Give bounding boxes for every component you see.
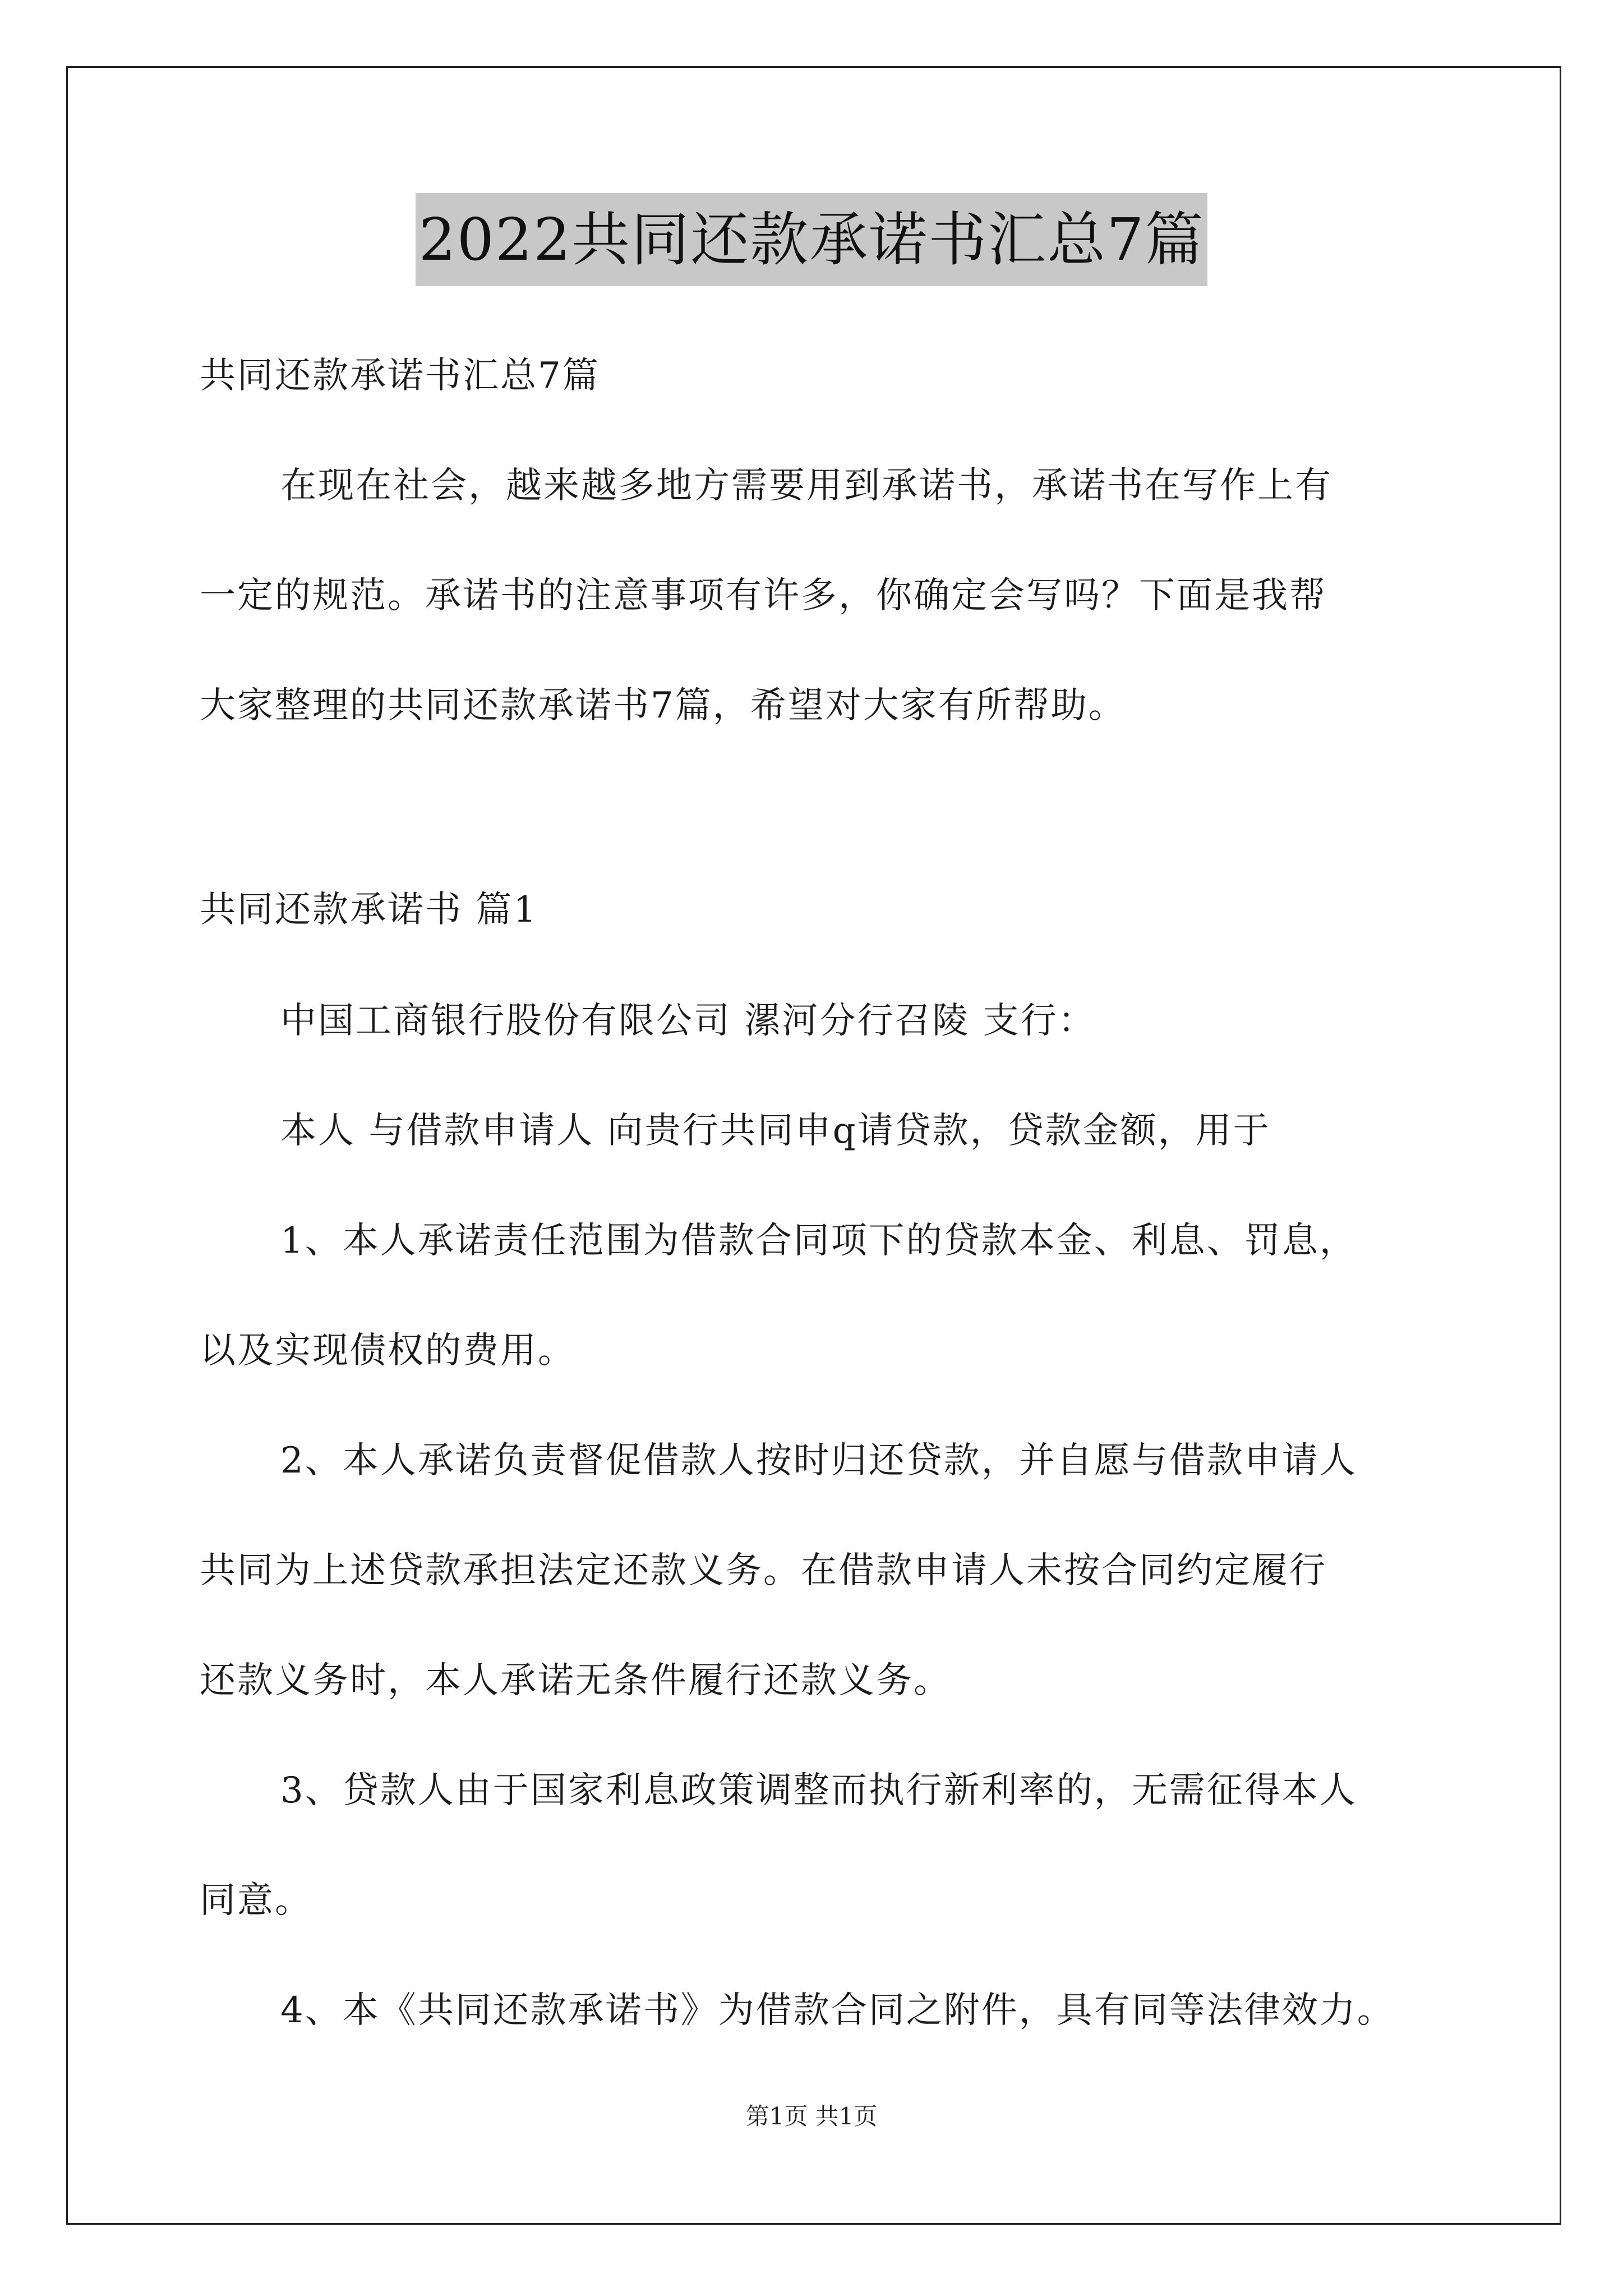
intro-line-1: 在现在社会，越来越多地方需要用到承诺书，承诺书在写作上有 — [280, 465, 1332, 507]
intro-line-2: 一定的规范。承诺书的注意事项有许多，你确定会写吗？下面是我帮 — [200, 575, 1327, 616]
clause-4-line-1: 4、本《共同还款承诺书》为借款合同之附件，具有同等法律效力。 — [280, 1990, 1395, 2031]
document-title: 2022共同还款承诺书汇总7篇 — [416, 193, 1208, 286]
title-container — [0, 193, 1623, 286]
clause-3-line-2: 同意。 — [200, 1880, 312, 1921]
addressee-line: 中国工商银行股份有限公司 漯河分行召陵 支行： — [280, 1000, 1096, 1042]
clause-3-line-1: 3、贷款人由于国家利息政策调整而执行新利率的，无需征得本人 — [280, 1770, 1357, 1811]
page-footer: 第1页 共1页 — [745, 2102, 878, 2130]
section-heading: 共同还款承诺书 篇1 — [200, 889, 538, 931]
clause-2-line-3: 还款义务时，本人承诺无条件履行还款义务。 — [200, 1660, 951, 1701]
document-subtitle: 共同还款承诺书汇总7篇 — [200, 355, 600, 397]
clause-2-line-1: 2、本人承诺负责督促借款人按时归还贷款，并自愿与借款申请人 — [280, 1440, 1357, 1481]
statement-line: 本人 与借款申请人 向贵行共同申q请贷款，贷款金额，用于 — [280, 1110, 1271, 1152]
intro-line-3: 大家整理的共同还款承诺书7篇，希望对大家有所帮助。 — [200, 685, 1126, 726]
clause-2-line-2: 共同为上述贷款承担法定还款义务。在借款申请人未按合同约定履行 — [200, 1550, 1327, 1591]
clause-1-line-1: 1、本人承诺责任范围为借款合同项下的贷款本金、利息、罚息， — [280, 1220, 1357, 1262]
clause-1-line-2: 以及实现债权的费用。 — [200, 1330, 575, 1372]
